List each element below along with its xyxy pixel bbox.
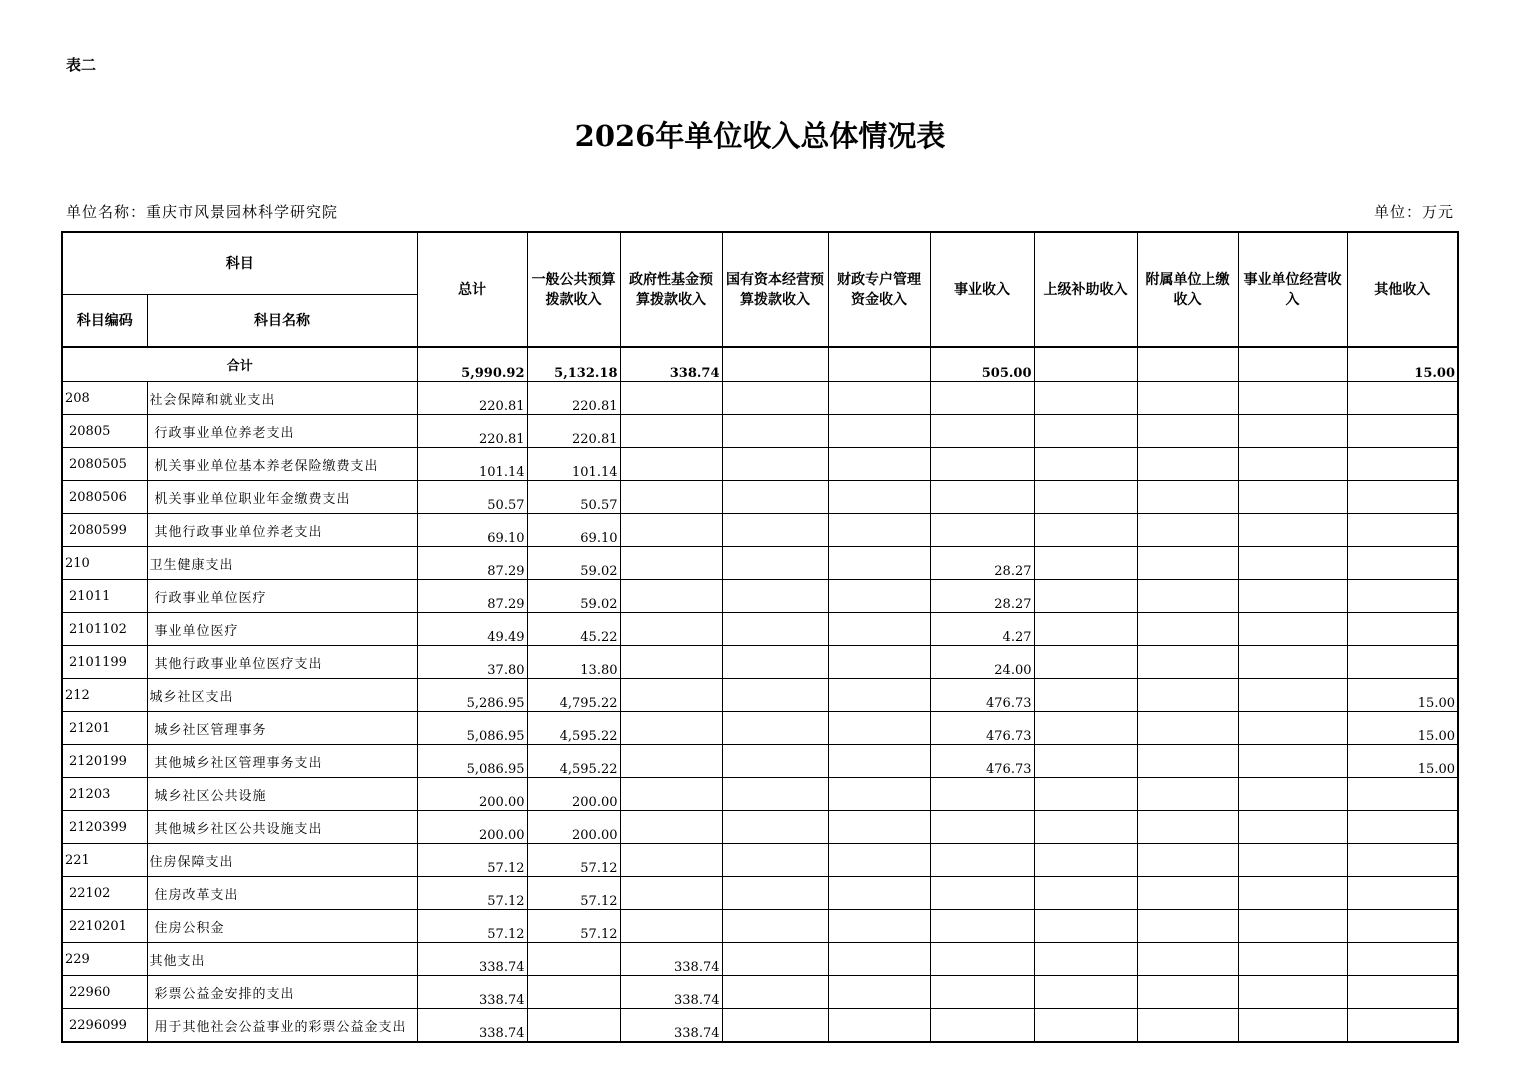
row-code-cell: 2101199 bbox=[62, 646, 147, 679]
row-code-cell: 2120199 bbox=[62, 745, 147, 778]
row-business-income-cell: 24.00 bbox=[930, 646, 1034, 679]
row-gov-fund-cell bbox=[620, 481, 722, 514]
header-operating-income: 事业单位经营收入 bbox=[1238, 232, 1347, 347]
row-name-cell: 其他行政事业单位养老支出 bbox=[147, 514, 417, 547]
row-affiliate-payment-cell bbox=[1137, 580, 1238, 613]
row-code-cell: 210 bbox=[62, 547, 147, 580]
row-total-cell: 101.14 bbox=[417, 448, 527, 481]
row-gov-fund-cell bbox=[620, 514, 722, 547]
row-general-budget-cell: 13.80 bbox=[527, 646, 620, 679]
row-total-cell: 87.29 bbox=[417, 547, 527, 580]
row-total-cell: 49.49 bbox=[417, 613, 527, 646]
row-general-budget-cell: 50.57 bbox=[527, 481, 620, 514]
row-business-income-cell bbox=[930, 481, 1034, 514]
row-operating-income-cell bbox=[1238, 745, 1347, 778]
header-total: 总计 bbox=[417, 232, 527, 347]
row-special-account-cell bbox=[828, 877, 930, 910]
row-superior-subsidy-cell bbox=[1034, 448, 1137, 481]
row-operating-income-cell bbox=[1238, 415, 1347, 448]
row-code-cell: 21011 bbox=[62, 580, 147, 613]
row-business-income-cell: 476.73 bbox=[930, 679, 1034, 712]
total-cell-general-budget: 5,132.18 bbox=[527, 347, 620, 382]
row-total-cell: 338.74 bbox=[417, 943, 527, 976]
row-business-income-cell bbox=[930, 976, 1034, 1009]
total-cell-total: 5,990.92 bbox=[417, 347, 527, 382]
row-name-cell: 住房公积金 bbox=[147, 910, 417, 943]
row-name-cell: 城乡社区公共设施 bbox=[147, 778, 417, 811]
header-state-capital: 国有资本经营预算拨款收入 bbox=[722, 232, 828, 347]
row-superior-subsidy-cell bbox=[1034, 976, 1137, 1009]
row-affiliate-payment-cell bbox=[1137, 976, 1238, 1009]
row-general-budget-cell: 59.02 bbox=[527, 547, 620, 580]
row-name-cell: 行政事业单位养老支出 bbox=[147, 415, 417, 448]
row-code-cell: 2080505 bbox=[62, 448, 147, 481]
row-general-budget-cell: 4,595.22 bbox=[527, 712, 620, 745]
row-gov-fund-cell bbox=[620, 646, 722, 679]
row-superior-subsidy-cell bbox=[1034, 580, 1137, 613]
row-operating-income-cell bbox=[1238, 811, 1347, 844]
row-special-account-cell bbox=[828, 844, 930, 877]
row-business-income-cell: 4.27 bbox=[930, 613, 1034, 646]
unit-of-measure-label: 单位：万元 bbox=[1373, 203, 1454, 221]
row-general-budget-cell: 220.81 bbox=[527, 415, 620, 448]
row-special-account-cell bbox=[828, 613, 930, 646]
row-name-cell: 住房改革支出 bbox=[147, 877, 417, 910]
row-affiliate-payment-cell bbox=[1137, 778, 1238, 811]
row-code-cell: 21201 bbox=[62, 712, 147, 745]
row-affiliate-payment-cell bbox=[1137, 811, 1238, 844]
total-cell-operating-income bbox=[1238, 347, 1347, 382]
row-affiliate-payment-cell bbox=[1137, 910, 1238, 943]
row-code-cell: 208 bbox=[62, 382, 147, 415]
row-superior-subsidy-cell bbox=[1034, 415, 1137, 448]
row-affiliate-payment-cell bbox=[1137, 547, 1238, 580]
row-general-budget-cell bbox=[527, 976, 620, 1009]
header-affiliate-payment: 附属单位上缴收入 bbox=[1137, 232, 1238, 347]
row-name-cell: 社会保障和就业支出 bbox=[147, 382, 417, 415]
total-cell-other-income: 15.00 bbox=[1347, 347, 1458, 382]
row-general-budget-cell: 200.00 bbox=[527, 811, 620, 844]
row-business-income-cell bbox=[930, 778, 1034, 811]
row-business-income-cell bbox=[930, 1009, 1034, 1043]
row-code-cell: 2080506 bbox=[62, 481, 147, 514]
row-total-cell: 338.74 bbox=[417, 976, 527, 1009]
total-row bbox=[62, 347, 1458, 382]
row-affiliate-payment-cell bbox=[1137, 514, 1238, 547]
row-special-account-cell bbox=[828, 580, 930, 613]
row-gov-fund-cell bbox=[620, 580, 722, 613]
row-state-capital-cell bbox=[722, 1009, 828, 1043]
row-gov-fund-cell bbox=[620, 877, 722, 910]
table-row bbox=[62, 1009, 1458, 1043]
row-total-cell: 57.12 bbox=[417, 844, 527, 877]
row-other-income-cell: 15.00 bbox=[1347, 712, 1458, 745]
row-general-budget-cell: 69.10 bbox=[527, 514, 620, 547]
row-special-account-cell bbox=[828, 448, 930, 481]
row-general-budget-cell bbox=[527, 1009, 620, 1043]
row-superior-subsidy-cell bbox=[1034, 778, 1137, 811]
row-general-budget-cell: 101.14 bbox=[527, 448, 620, 481]
row-operating-income-cell bbox=[1238, 976, 1347, 1009]
row-name-cell: 城乡社区支出 bbox=[147, 679, 417, 712]
row-special-account-cell bbox=[828, 811, 930, 844]
row-business-income-cell: 476.73 bbox=[930, 745, 1034, 778]
row-total-cell: 5,286.95 bbox=[417, 679, 527, 712]
row-name-cell: 其他支出 bbox=[147, 943, 417, 976]
row-affiliate-payment-cell bbox=[1137, 679, 1238, 712]
row-total-cell: 57.12 bbox=[417, 877, 527, 910]
row-affiliate-payment-cell bbox=[1137, 877, 1238, 910]
row-operating-income-cell bbox=[1238, 646, 1347, 679]
row-gov-fund-cell bbox=[620, 415, 722, 448]
total-cell-gov-fund: 338.74 bbox=[620, 347, 722, 382]
row-business-income-cell bbox=[930, 910, 1034, 943]
table-row bbox=[62, 778, 1458, 811]
row-general-budget-cell bbox=[527, 943, 620, 976]
total-cell-state-capital bbox=[722, 347, 828, 382]
row-operating-income-cell bbox=[1238, 943, 1347, 976]
row-affiliate-payment-cell bbox=[1137, 448, 1238, 481]
row-name-cell: 事业单位医疗 bbox=[147, 613, 417, 646]
row-superior-subsidy-cell bbox=[1034, 844, 1137, 877]
header-row-1 bbox=[62, 232, 1458, 295]
total-cell-superior-subsidy bbox=[1034, 347, 1137, 382]
row-total-cell: 5,086.95 bbox=[417, 712, 527, 745]
total-cell-special-account bbox=[828, 347, 930, 382]
row-gov-fund-cell bbox=[620, 910, 722, 943]
row-state-capital-cell bbox=[722, 448, 828, 481]
row-code-cell: 22102 bbox=[62, 877, 147, 910]
row-other-income-cell bbox=[1347, 811, 1458, 844]
row-gov-fund-cell bbox=[620, 745, 722, 778]
row-operating-income-cell bbox=[1238, 877, 1347, 910]
row-operating-income-cell bbox=[1238, 844, 1347, 877]
row-name-cell: 其他行政事业单位医疗支出 bbox=[147, 646, 417, 679]
row-operating-income-cell bbox=[1238, 778, 1347, 811]
row-affiliate-payment-cell bbox=[1137, 481, 1238, 514]
row-superior-subsidy-cell bbox=[1034, 712, 1137, 745]
total-label: 合计 bbox=[62, 347, 417, 382]
row-name-cell: 其他城乡社区管理事务支出 bbox=[147, 745, 417, 778]
row-code-cell: 212 bbox=[62, 679, 147, 712]
row-operating-income-cell bbox=[1238, 448, 1347, 481]
table-row bbox=[62, 745, 1458, 778]
row-business-income-cell bbox=[930, 382, 1034, 415]
row-special-account-cell bbox=[828, 382, 930, 415]
row-other-income-cell bbox=[1347, 481, 1458, 514]
row-name-cell: 住房保障支出 bbox=[147, 844, 417, 877]
row-state-capital-cell bbox=[722, 382, 828, 415]
row-other-income-cell bbox=[1347, 844, 1458, 877]
table-row bbox=[62, 481, 1458, 514]
row-other-income-cell bbox=[1347, 646, 1458, 679]
row-special-account-cell bbox=[828, 415, 930, 448]
table-row bbox=[62, 547, 1458, 580]
row-operating-income-cell bbox=[1238, 514, 1347, 547]
row-code-cell: 2296099 bbox=[62, 1009, 147, 1043]
row-operating-income-cell bbox=[1238, 1009, 1347, 1043]
row-business-income-cell bbox=[930, 943, 1034, 976]
row-special-account-cell bbox=[828, 1009, 930, 1043]
row-affiliate-payment-cell bbox=[1137, 382, 1238, 415]
row-superior-subsidy-cell bbox=[1034, 745, 1137, 778]
table-row bbox=[62, 514, 1458, 547]
row-name-cell: 城乡社区管理事务 bbox=[147, 712, 417, 745]
row-special-account-cell bbox=[828, 778, 930, 811]
row-operating-income-cell bbox=[1238, 580, 1347, 613]
row-other-income-cell bbox=[1347, 382, 1458, 415]
row-state-capital-cell bbox=[722, 679, 828, 712]
unit-name-label: 单位名称：重庆市风景园林科学研究院 bbox=[66, 203, 339, 221]
row-affiliate-payment-cell bbox=[1137, 943, 1238, 976]
row-other-income-cell bbox=[1347, 910, 1458, 943]
row-total-cell: 37.80 bbox=[417, 646, 527, 679]
row-gov-fund-cell bbox=[620, 712, 722, 745]
table-row bbox=[62, 712, 1458, 745]
row-business-income-cell: 28.27 bbox=[930, 547, 1034, 580]
row-affiliate-payment-cell bbox=[1137, 745, 1238, 778]
row-affiliate-payment-cell bbox=[1137, 646, 1238, 679]
row-special-account-cell bbox=[828, 514, 930, 547]
row-gov-fund-cell bbox=[620, 778, 722, 811]
row-total-cell: 87.29 bbox=[417, 580, 527, 613]
row-other-income-cell bbox=[1347, 943, 1458, 976]
header-gov-fund: 政府性基金预算拨款收入 bbox=[620, 232, 722, 347]
header-subject-code: 科目编码 bbox=[62, 295, 147, 348]
header-other-income: 其他收入 bbox=[1347, 232, 1458, 347]
header-superior-subsidy: 上级补助收入 bbox=[1034, 232, 1137, 347]
row-total-cell: 220.81 bbox=[417, 382, 527, 415]
row-other-income-cell bbox=[1347, 415, 1458, 448]
row-state-capital-cell bbox=[722, 415, 828, 448]
row-superior-subsidy-cell bbox=[1034, 811, 1137, 844]
page-title: 2026年单位收入总体情况表 bbox=[574, 119, 946, 153]
row-code-cell: 20805 bbox=[62, 415, 147, 448]
row-general-budget-cell: 4,595.22 bbox=[527, 745, 620, 778]
header-general-budget: 一般公共预算拨款收入 bbox=[527, 232, 620, 347]
row-state-capital-cell bbox=[722, 844, 828, 877]
data-rows bbox=[62, 382, 1458, 1043]
row-state-capital-cell bbox=[722, 481, 828, 514]
row-other-income-cell bbox=[1347, 613, 1458, 646]
row-code-cell: 2210201 bbox=[62, 910, 147, 943]
row-business-income-cell bbox=[930, 877, 1034, 910]
row-total-cell: 69.10 bbox=[417, 514, 527, 547]
row-other-income-cell bbox=[1347, 778, 1458, 811]
header-special-account: 财政专户管理资金收入 bbox=[828, 232, 930, 347]
row-business-income-cell bbox=[930, 514, 1034, 547]
header-subject: 科目 bbox=[62, 232, 417, 295]
row-business-income-cell bbox=[930, 844, 1034, 877]
row-name-cell: 其他城乡社区公共设施支出 bbox=[147, 811, 417, 844]
row-affiliate-payment-cell bbox=[1137, 1009, 1238, 1043]
row-superior-subsidy-cell bbox=[1034, 1009, 1137, 1043]
row-state-capital-cell bbox=[722, 877, 828, 910]
row-affiliate-payment-cell bbox=[1137, 613, 1238, 646]
row-special-account-cell bbox=[828, 712, 930, 745]
row-name-cell: 彩票公益金安排的支出 bbox=[147, 976, 417, 1009]
row-other-income-cell bbox=[1347, 448, 1458, 481]
row-other-income-cell: 15.00 bbox=[1347, 745, 1458, 778]
table-row bbox=[62, 646, 1458, 679]
total-cell-business-income: 505.00 bbox=[930, 347, 1034, 382]
table-row bbox=[62, 877, 1458, 910]
row-state-capital-cell bbox=[722, 712, 828, 745]
row-special-account-cell bbox=[828, 481, 930, 514]
row-affiliate-payment-cell bbox=[1137, 844, 1238, 877]
table-number: 表二 bbox=[66, 56, 97, 74]
row-state-capital-cell bbox=[722, 514, 828, 547]
row-code-cell: 2080599 bbox=[62, 514, 147, 547]
row-superior-subsidy-cell bbox=[1034, 481, 1137, 514]
header-subject-name: 科目名称 bbox=[147, 295, 417, 348]
row-special-account-cell bbox=[828, 646, 930, 679]
row-general-budget-cell: 57.12 bbox=[527, 910, 620, 943]
row-superior-subsidy-cell bbox=[1034, 943, 1137, 976]
row-business-income-cell bbox=[930, 448, 1034, 481]
table-row bbox=[62, 415, 1458, 448]
total-cell-affiliate-payment bbox=[1137, 347, 1238, 382]
row-affiliate-payment-cell bbox=[1137, 415, 1238, 448]
row-name-cell: 行政事业单位医疗 bbox=[147, 580, 417, 613]
row-superior-subsidy-cell bbox=[1034, 547, 1137, 580]
row-total-cell: 200.00 bbox=[417, 811, 527, 844]
row-gov-fund-cell bbox=[620, 844, 722, 877]
row-superior-subsidy-cell bbox=[1034, 514, 1137, 547]
row-gov-fund-cell: 338.74 bbox=[620, 943, 722, 976]
row-gov-fund-cell bbox=[620, 547, 722, 580]
row-operating-income-cell bbox=[1238, 481, 1347, 514]
row-operating-income-cell bbox=[1238, 382, 1347, 415]
row-state-capital-cell bbox=[722, 943, 828, 976]
row-state-capital-cell bbox=[722, 547, 828, 580]
row-special-account-cell bbox=[828, 910, 930, 943]
row-name-cell: 机关事业单位基本养老保险缴费支出 bbox=[147, 448, 417, 481]
row-superior-subsidy-cell bbox=[1034, 646, 1137, 679]
table-row bbox=[62, 448, 1458, 481]
row-superior-subsidy-cell bbox=[1034, 679, 1137, 712]
row-code-cell: 2101102 bbox=[62, 613, 147, 646]
row-special-account-cell bbox=[828, 745, 930, 778]
row-total-cell: 50.57 bbox=[417, 481, 527, 514]
row-special-account-cell bbox=[828, 976, 930, 1009]
row-gov-fund-cell bbox=[620, 613, 722, 646]
row-name-cell: 用于其他社会公益事业的彩票公益金支出 bbox=[147, 1009, 417, 1043]
row-other-income-cell bbox=[1347, 514, 1458, 547]
row-name-cell: 卫生健康支出 bbox=[147, 547, 417, 580]
table-row bbox=[62, 943, 1458, 976]
row-business-income-cell: 476.73 bbox=[930, 712, 1034, 745]
row-business-income-cell bbox=[930, 415, 1034, 448]
row-state-capital-cell bbox=[722, 613, 828, 646]
row-special-account-cell bbox=[828, 679, 930, 712]
table-row bbox=[62, 910, 1458, 943]
row-total-cell: 200.00 bbox=[417, 778, 527, 811]
table-row bbox=[62, 580, 1458, 613]
row-business-income-cell bbox=[930, 811, 1034, 844]
row-operating-income-cell bbox=[1238, 910, 1347, 943]
row-general-budget-cell: 57.12 bbox=[527, 877, 620, 910]
table-row bbox=[62, 382, 1458, 415]
row-business-income-cell: 28.27 bbox=[930, 580, 1034, 613]
row-general-budget-cell: 57.12 bbox=[527, 844, 620, 877]
row-state-capital-cell bbox=[722, 811, 828, 844]
row-state-capital-cell bbox=[722, 580, 828, 613]
row-special-account-cell bbox=[828, 943, 930, 976]
table-row bbox=[62, 844, 1458, 877]
row-state-capital-cell bbox=[722, 745, 828, 778]
row-total-cell: 220.81 bbox=[417, 415, 527, 448]
row-operating-income-cell bbox=[1238, 613, 1347, 646]
row-superior-subsidy-cell bbox=[1034, 613, 1137, 646]
row-gov-fund-cell: 338.74 bbox=[620, 1009, 722, 1043]
row-operating-income-cell bbox=[1238, 679, 1347, 712]
row-gov-fund-cell bbox=[620, 679, 722, 712]
table-row bbox=[62, 976, 1458, 1009]
row-code-cell: 21203 bbox=[62, 778, 147, 811]
row-other-income-cell bbox=[1347, 580, 1458, 613]
row-general-budget-cell: 220.81 bbox=[527, 382, 620, 415]
row-state-capital-cell bbox=[722, 778, 828, 811]
row-code-cell: 229 bbox=[62, 943, 147, 976]
row-name-cell: 机关事业单位职业年金缴费支出 bbox=[147, 481, 417, 514]
row-gov-fund-cell bbox=[620, 382, 722, 415]
table-row bbox=[62, 811, 1458, 844]
row-total-cell: 57.12 bbox=[417, 910, 527, 943]
row-other-income-cell bbox=[1347, 1009, 1458, 1043]
row-code-cell: 221 bbox=[62, 844, 147, 877]
row-total-cell: 5,086.95 bbox=[417, 745, 527, 778]
row-other-income-cell: 15.00 bbox=[1347, 679, 1458, 712]
row-other-income-cell bbox=[1347, 877, 1458, 910]
income-table bbox=[61, 231, 1459, 1043]
row-general-budget-cell: 45.22 bbox=[527, 613, 620, 646]
row-other-income-cell bbox=[1347, 976, 1458, 1009]
row-state-capital-cell bbox=[722, 646, 828, 679]
table-row bbox=[62, 679, 1458, 712]
row-superior-subsidy-cell bbox=[1034, 382, 1137, 415]
row-special-account-cell bbox=[828, 547, 930, 580]
row-gov-fund-cell bbox=[620, 448, 722, 481]
row-operating-income-cell bbox=[1238, 547, 1347, 580]
row-general-budget-cell: 59.02 bbox=[527, 580, 620, 613]
row-gov-fund-cell bbox=[620, 811, 722, 844]
row-operating-income-cell bbox=[1238, 712, 1347, 745]
row-superior-subsidy-cell bbox=[1034, 877, 1137, 910]
row-general-budget-cell: 200.00 bbox=[527, 778, 620, 811]
table-row bbox=[62, 613, 1458, 646]
row-general-budget-cell: 4,795.22 bbox=[527, 679, 620, 712]
row-code-cell: 22960 bbox=[62, 976, 147, 1009]
row-state-capital-cell bbox=[722, 910, 828, 943]
header-business-income: 事业收入 bbox=[930, 232, 1034, 347]
row-other-income-cell bbox=[1347, 547, 1458, 580]
row-total-cell: 338.74 bbox=[417, 1009, 527, 1043]
row-affiliate-payment-cell bbox=[1137, 712, 1238, 745]
row-code-cell: 2120399 bbox=[62, 811, 147, 844]
row-gov-fund-cell: 338.74 bbox=[620, 976, 722, 1009]
row-superior-subsidy-cell bbox=[1034, 910, 1137, 943]
row-state-capital-cell bbox=[722, 976, 828, 1009]
